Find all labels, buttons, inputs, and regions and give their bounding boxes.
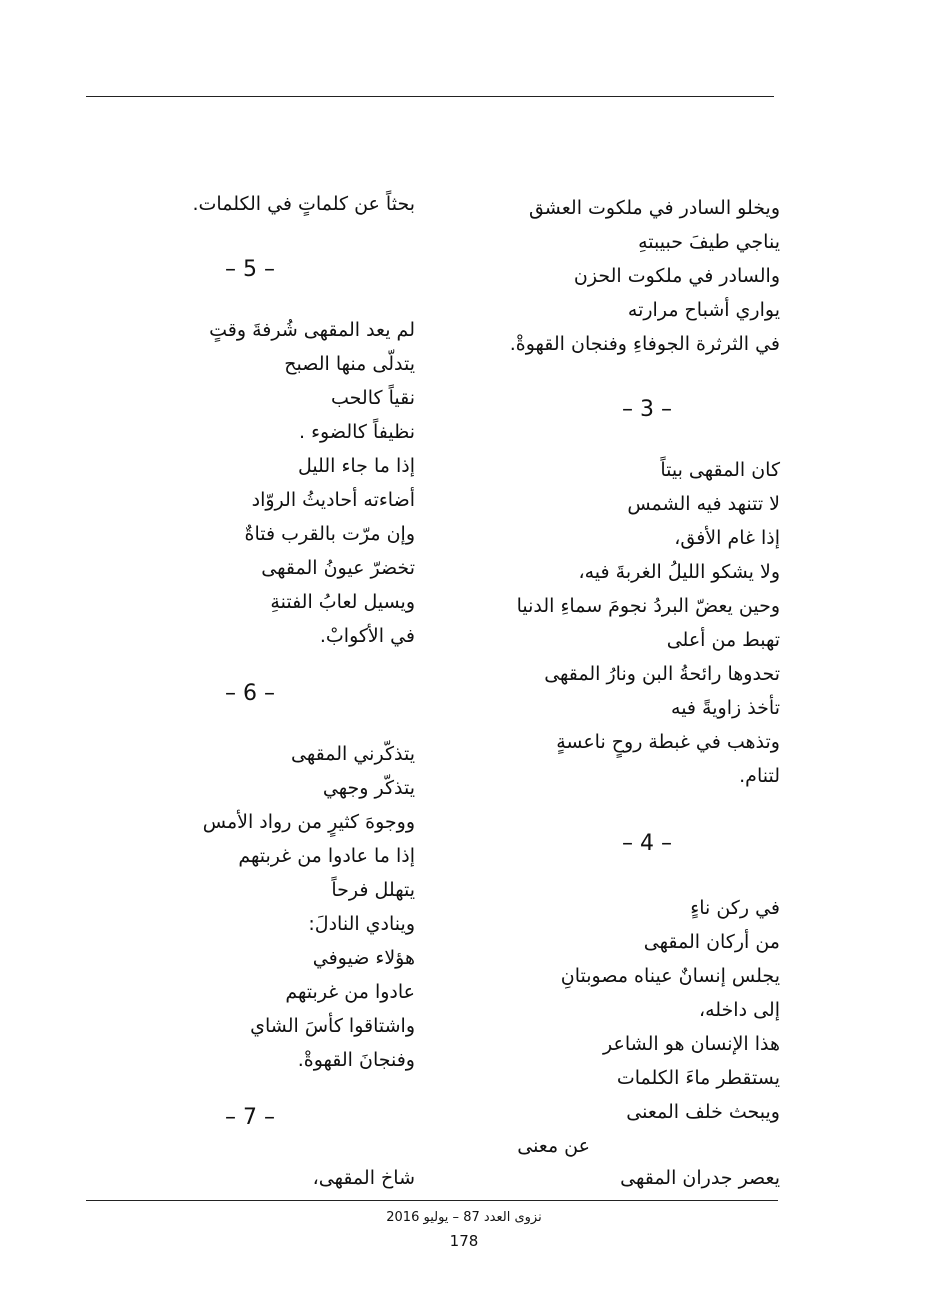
poem-line: هذا الإنسان هو الشاعر — [603, 1033, 780, 1055]
poem-line: يعصر جدران المقهى — [620, 1167, 780, 1189]
poem-line: وتذهب في غبطة روحٍ ناعسةٍ — [556, 731, 780, 753]
poem-line: تحدوها رائحةُ البن ونارُ المقهى — [544, 663, 780, 685]
poem-line: أضاءته أحاديثُ الروّاد — [251, 489, 415, 511]
page-number: 178 — [449, 1232, 479, 1250]
poem-line: وإن مرّت بالقرب فتاةٌ — [244, 523, 415, 545]
poem-line: تأخذ زاويةً فيه — [671, 697, 780, 719]
poem-line: يستقطر ماءَ الكلمات — [616, 1067, 780, 1089]
poem-line: عن معنى — [517, 1135, 590, 1157]
poem-line: تخضرّ عيونُ المقهى — [261, 557, 415, 579]
poem-line: يناجي طيفَ حبيبتهِ — [638, 231, 780, 253]
poem-line: هؤلاء ضيوفي — [312, 947, 415, 969]
right-column — [450, 0, 780, 1200]
left-column — [85, 0, 415, 1200]
poem-line: يتهلل فرحاً — [331, 879, 415, 901]
poem-line: ويخلو السادر في ملكوت العشق — [528, 197, 780, 219]
poem-line: ويسيل لعابُ الفتنةِ — [270, 591, 415, 613]
poem-line: ووجوهَ كثيرٍ من رواد الأمس — [202, 811, 415, 833]
poem-line: إذا ما جاء الليل — [297, 455, 415, 477]
poem-line: يتدلّى منها الصبح — [284, 353, 415, 375]
poem-line: كان المقهى بيتاً — [660, 459, 780, 481]
section-number-6: – 6 – — [225, 681, 275, 706]
section-number-4: – 4 – — [622, 831, 672, 856]
poem-line: تهبط من أعلى — [666, 629, 780, 651]
poem-line: يواري أشباح مرارته — [627, 299, 780, 321]
poem-line: وفنجانَ القهوةْ. — [297, 1049, 415, 1071]
footer-rule — [86, 1200, 778, 1201]
poem-line: بحثاً عن كلماتٍ في الكلمات. — [192, 193, 415, 215]
issue-info: نزوى العدد 87 – يوليو 2016 — [386, 1210, 542, 1225]
poem-line: في الثرثرة الجوفاءِ وفنجان القهوةْ. — [509, 333, 780, 355]
poem-line: في ركن ناءٍ — [690, 897, 780, 919]
poem-line: إذا ما عادوا من غربتهم — [238, 845, 415, 867]
poem-line: لم يعد المقهى شُرفةَ وقتٍ — [209, 319, 415, 341]
poem-line: عادوا من غربتهم — [285, 981, 415, 1003]
poem-line: واشتاقوا كأسَ الشاي — [250, 1015, 415, 1037]
poem-line: لا تتنهد فيه الشمس — [627, 493, 780, 515]
section-number-3: – 3 – — [622, 397, 672, 422]
poem-line: يتذكّرني المقهى — [291, 743, 415, 765]
poem-line: لتنام. — [739, 765, 780, 787]
poem-line: إذا غام الأفق، — [674, 527, 780, 549]
poem-line: ويبحث خلف المعنى — [626, 1101, 780, 1123]
poem-line: شاخ المقهى، — [312, 1167, 415, 1189]
poem-line: وينادي النادلَ: — [308, 913, 415, 935]
poem-line: من أركان المقهى — [643, 931, 780, 953]
poem-line: نقياً كالحب — [330, 387, 415, 409]
poem-line: إلى داخله، — [698, 999, 780, 1021]
poem-line: يجلس إنسانٌ عيناه مصوبتانِ — [560, 965, 780, 987]
section-number-5: – 5 – — [225, 257, 275, 282]
poem-line: في الأكوابْ. — [319, 625, 415, 647]
poem-line: وحين يعضّ البردُ نجومَ سماءِ الدنيا — [516, 595, 780, 617]
section-number-7: – 7 – — [225, 1105, 275, 1130]
poem-line: والسادر في ملكوت الحزن — [573, 265, 780, 287]
poem-line: ولا يشكو الليلُ الغربةَ فيه، — [578, 561, 780, 583]
poem-line: نظيفاً كالضوء . — [299, 421, 415, 443]
poem-line: يتذكّر وجهي — [322, 777, 415, 799]
